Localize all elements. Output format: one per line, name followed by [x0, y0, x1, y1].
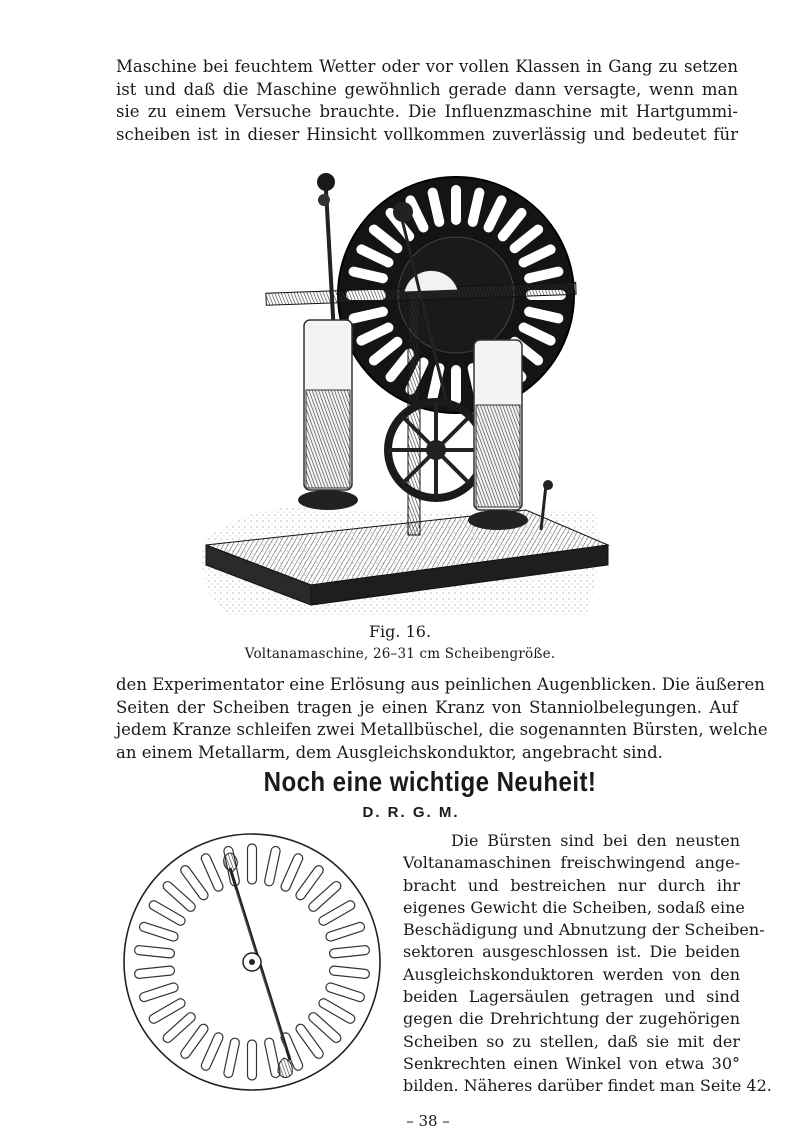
- intro-paragraph: [116, 56, 738, 146]
- disc-diagram: [120, 830, 385, 1095]
- text-line: den Experimentator eine Erlösung aus peinlichen Augenblicken. Die äußeren: [116, 675, 765, 694]
- text-line: gegen die Drehrichtung der zugehörigen: [403, 1009, 740, 1029]
- leyden-jar-left: [298, 320, 358, 510]
- text-line: Scheiben so zu stellen, daß sie mit der: [403, 1031, 740, 1051]
- text-line: Die Bürsten sind bei den neusten: [451, 831, 740, 850]
- text-line: Ausgleichskonduktoren werden von den: [403, 964, 740, 984]
- text-line: beiden Lagersäulen getragen und sind: [403, 987, 740, 1007]
- tinfoil-sector: [248, 844, 257, 884]
- text-line: eigenes Gewicht die Scheiben, sodaß eine: [403, 897, 745, 917]
- crank-wheel: [388, 402, 484, 498]
- text-line: bracht und bestreichen nur durch ihr: [403, 875, 740, 895]
- figure-label: Fig. 16.: [368, 622, 432, 641]
- tinfoil-sector: [451, 185, 461, 225]
- figure-caption: Voltanamaschine, 26–31 cm Scheibengröße.: [244, 646, 556, 662]
- text-line: Senkrechten einen Winkel von etwa 30°: [403, 1053, 740, 1073]
- middle-paragraph: [116, 674, 768, 764]
- section-headline: Noch eine wichtige Neuheit!: [263, 766, 597, 797]
- leyden-jar-right: [468, 340, 528, 530]
- ball-electrode: [317, 173, 335, 191]
- text-line: bilden. Näheres darüber findet man Seite 42.: [403, 1076, 772, 1096]
- text-line: jedem Kranze schleifen zwei Metallbüschel, die sogenannten Bürsten, welche: [116, 720, 768, 739]
- text-line: Voltanamaschinen freischwingend ange-: [403, 853, 740, 873]
- tinfoil-sector: [451, 365, 461, 405]
- ball-electrode: [393, 202, 413, 222]
- text-line: sektoren ausgeschlossen ist. Die beiden: [403, 942, 740, 962]
- text-line: Beschädigung und Abnutzung der Scheiben-: [403, 920, 765, 940]
- text-line: Maschine bei feuchtem Wetter oder vor vollen Klassen in Gang zu setzen: [116, 57, 738, 76]
- machine-illustration: [196, 160, 616, 620]
- text-line: scheiben ist in dieser Hinsicht vollkommen zuverlässig und bedeutet für: [116, 124, 738, 144]
- text-line: Seiten der Scheiben tragen je einen Kranz von Stanniolbelegungen. Auf: [116, 697, 738, 717]
- side-paragraph: [403, 830, 772, 1098]
- text-line: sie zu einem Versuche brauchte. Die Influenzmaschine mit Hartgummi-: [116, 102, 738, 121]
- text-line: an einem Metallarm, dem Ausgleichskonduktor, angebracht sind.: [116, 742, 663, 762]
- disc-drawing: [120, 830, 385, 1095]
- page-number: – 38 –: [406, 1112, 450, 1130]
- patent-mark: D. R. G. M.: [362, 804, 460, 821]
- tinfoil-sector: [248, 1040, 257, 1080]
- text-line: ist und daß die Maschine gewöhnlich gerade dann versagte, wenn man: [116, 79, 738, 99]
- machine-engraving: [196, 160, 616, 620]
